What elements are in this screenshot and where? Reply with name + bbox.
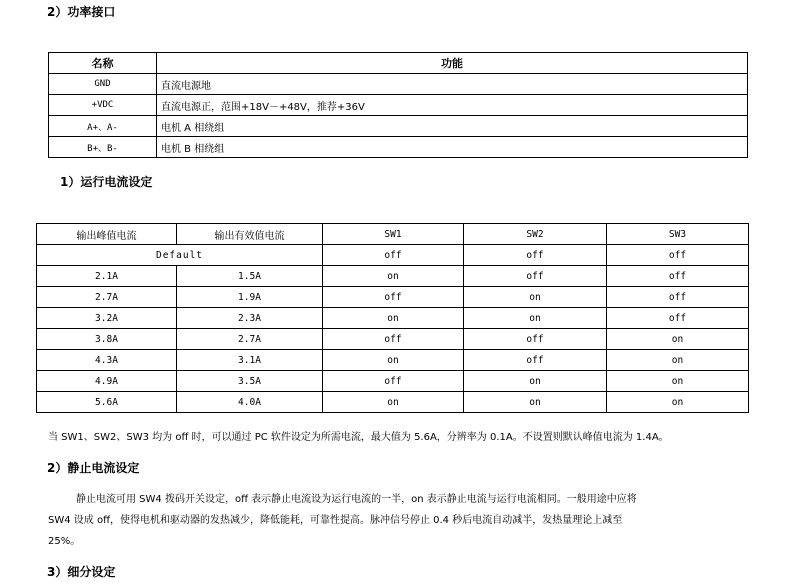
rms-current: 2.3A [177,308,323,329]
header-peak-current: 输出峰值电流 [37,224,177,245]
table-row [49,116,748,137]
peak-current: 2.7A [37,287,177,308]
terminal-function: 直流电源地 [157,74,748,95]
static-current-line-3: 25%。 [48,536,81,547]
sw2-value: on [464,392,607,413]
terminal-name: A+、A- [49,116,157,137]
table-row-default [37,245,749,266]
peak-current: 2.1A [37,266,177,287]
run-current-table [36,223,749,413]
peak-current: 3.2A [37,308,177,329]
header-sw3: SW3 [607,224,749,245]
table-row [37,287,749,308]
terminal-function: 电机 A 相绕组 [157,116,748,137]
rms-current: 3.5A [177,371,323,392]
header-sw2: SW2 [464,224,607,245]
table-row [49,95,748,116]
header-sw1: SW1 [323,224,464,245]
sw3-value: off [607,245,749,266]
sw2-value: off [464,350,607,371]
sw2-value: off [464,266,607,287]
sw2-value: off [464,245,607,266]
header-name: 名称 [49,53,157,74]
sw3-value: off [607,287,749,308]
sw2-value: on [464,308,607,329]
rms-current: 3.1A [177,350,323,371]
sw1-value: off [323,371,464,392]
terminal-name: GND [49,74,157,95]
terminal-name: B+、B- [49,137,157,158]
header-function: 功能 [157,53,748,74]
sw1-value: on [323,392,464,413]
sw2-value: off [464,329,607,350]
table-header-row [49,53,748,74]
rms-current: 4.0A [177,392,323,413]
table-header-row [37,224,749,245]
sw1-value: off [323,329,464,350]
table-row [37,371,749,392]
table-row [37,350,749,371]
heading-power-interface: 2）功率接口 [47,5,116,19]
rms-current: 1.9A [177,287,323,308]
terminal-function: 电机 B 相绕组 [157,137,748,158]
heading-run-current: 1）运行电流设定 [60,175,153,189]
heading-subdivision: 3）细分设定 [47,565,116,579]
table-row [49,74,748,95]
header-rms-current: 输出有效值电流 [177,224,323,245]
table-row [37,308,749,329]
sw1-value: off [323,245,464,266]
static-current-line-1: 静止电流可用 SW4 拨码开关设定，off 表示静止电流设为运行电流的一半，on 表示静止电流与运行电流相同。一般用途中应将 [76,494,637,505]
table-row [37,392,749,413]
table-row [37,329,749,350]
terminal-function: 直流电源正，范围+18V－+48V，推荐+36V [157,95,748,116]
sw1-value: on [323,308,464,329]
sw1-value: on [323,350,464,371]
heading-static-current: 2）静止电流设定 [47,461,140,475]
rms-current: 2.7A [177,329,323,350]
sw3-value: on [607,392,749,413]
terminal-name: +VDC [49,95,157,116]
peak-current: 4.3A [37,350,177,371]
default-label: Default [37,245,323,266]
static-current-line-2: SW4 设成 off，使得电机和驱动器的发热减少，降低能耗，可靠性提高。脉冲信号停止 0.4 秒后电流自动减半，发热量理论上减至 [48,515,623,526]
run-current-note: 当 SW1、SW2、SW3 均为 off 时，可以通过 PC 软件设定为所需电流，最大值为 5.6A，分辨率为 0.1A。不设置则默认峰值电流为 1.4A。 [48,432,669,443]
sw1-value: off [323,287,464,308]
sw3-value: on [607,329,749,350]
peak-current: 4.9A [37,371,177,392]
sw3-value: on [607,350,749,371]
sw3-value: on [607,371,749,392]
sw3-value: off [607,308,749,329]
peak-current: 5.6A [37,392,177,413]
peak-current: 3.8A [37,329,177,350]
table-row [37,266,749,287]
table-row [49,137,748,158]
sw2-value: on [464,371,607,392]
rms-current: 1.5A [177,266,323,287]
sw3-value: off [607,266,749,287]
sw1-value: on [323,266,464,287]
power-interface-table [48,52,748,158]
sw2-value: on [464,287,607,308]
